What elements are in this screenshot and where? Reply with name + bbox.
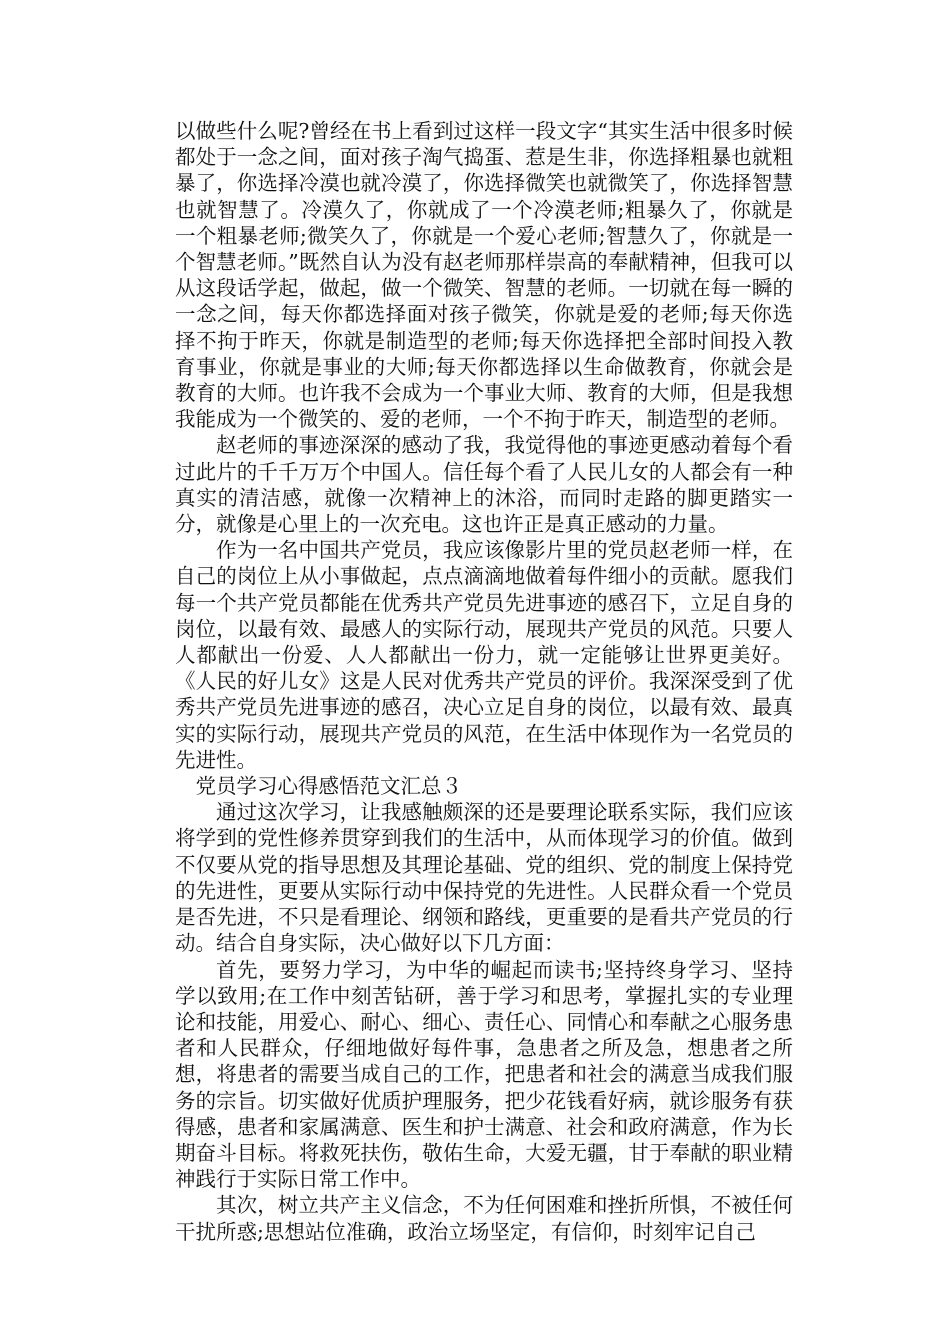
paragraph-continued: 以做些什么呢?曾经在书上看到过这样一段文字“其实生活中很多时候都处于一念之间，面对孩子淘气捣蛋、惹是生非，你选择粗暴也就粗暴了，你选择冷漠也就冷漠了，你选择微笑也就微笑了，你选择智慧也就智慧了。冷漠久了，你就成了一个冷漠老师;粗暴久了，你就是一个粗暴老师;微笑久了，你就是一个爱心老师;智慧久了，你就是一个智慧老师。”既然自认为没有赵老师那样崇高的奉献精神，但我可以从这段话学起，做起，做一个微笑、智慧的老师。一切就在每一瞬的一念之间，每天你都选择面对孩子微笑，你就是爱的老师;每天你选择不拘于昨天，你就是制造型的老师;每天你选择把全部时间投入教育事业，你就是事业的大师;每天你都选择以生命做教育，你就会是教育的大师。也许我不会成为一个事业大师、教育的大师，但是我想我能成为一个微笑的、爱的老师，一个不拘于昨天，制造型的老师。	[175, 119, 793, 432]
paragraph-first-point: 首先，要努力学习，为中华的崛起而读书;坚持终身学习、坚持学以致用;在工作中刻苦钻研，善于学习和思考，掌握扎实的专业理论和技能，用爱心、耐心、细心、责任心、同情心和奉献之心服务患者和人民群众，仔细地做好每件事，急患者之所及急，想患者之所想，将患者的需要当成自己的工作，把患者和社会的满意当成我们服务的宗旨。切实做好优质护理服务，把少花钱看好病，就诊服务有获得感，患者和家属满意、医生和护士满意、社会和政府满意，作为长期奋斗目标。将救死扶伤，敬佑生命，大爱无疆，甘于奉献的职业精神践行于实际日常工作中。	[175, 957, 793, 1192]
section-heading: 党员学习心得感悟范文汇总３	[195, 774, 462, 799]
paragraph-party-member-duty: 作为一名中国共产党员，我应该像影片里的党员赵老师一样，在自己的岗位上从小事做起，点点滴滴地做着每件细小的贡献。愿我们每一个共产党员都能在优秀共产党员先进事迹的感召下，立足自身的岗位，以最有效、最感人的实际行动，展现共产党员的风范。只要人人都献出一份爱、人人都献出一份力，就一定能够让世界更美好。《人民的好儿女》这是人民对优秀共产党员的评价。我深深受到了优秀共产党员先进事迹的感召，决心立足自身的岗位，以最有效、最真实的实际行动，展现共产党员的风范，在生活中体现作为一名党员的先进性。	[175, 538, 793, 772]
paragraph-study-reflection: 通过这次学习，让我感触颇深的还是要理论联系实际，我们应该将学到的党性修养贯穿到我们的生活中，从而体现学习的价值。做到不仅要从党的指导思想及其理论基础、党的组织、党的制度上保持党的先进性，更要从实际行动中保持党的先进性。人民群众看一个党员是否先进，不只是看理论、纲领和路线，更重要的是看共产党员的行动。结合自身实际，决心做好以下几方面：	[175, 800, 793, 956]
paragraph-second-point: 其次，树立共产主义信念，不为任何困难和挫折所惧，不被任何干扰所惑;思想站位准确，政治立场坚定，有信仰，时刻牢记自己	[175, 1193, 793, 1244]
paragraph-zhao-teacher-deeds: 赵老师的事迹深深的感动了我，我觉得他的事迹更感动着每个看过此片的千千万万个中国人。信任每个看了人民儿女的人都会有一种真实的清洁感，就像一次精神上的沐浴，而同时走路的脚更踏实一分，就像是心里上的一次充电。这也许正是真正感动的力量。	[175, 433, 793, 537]
document-body	[175, 118, 793, 1245]
